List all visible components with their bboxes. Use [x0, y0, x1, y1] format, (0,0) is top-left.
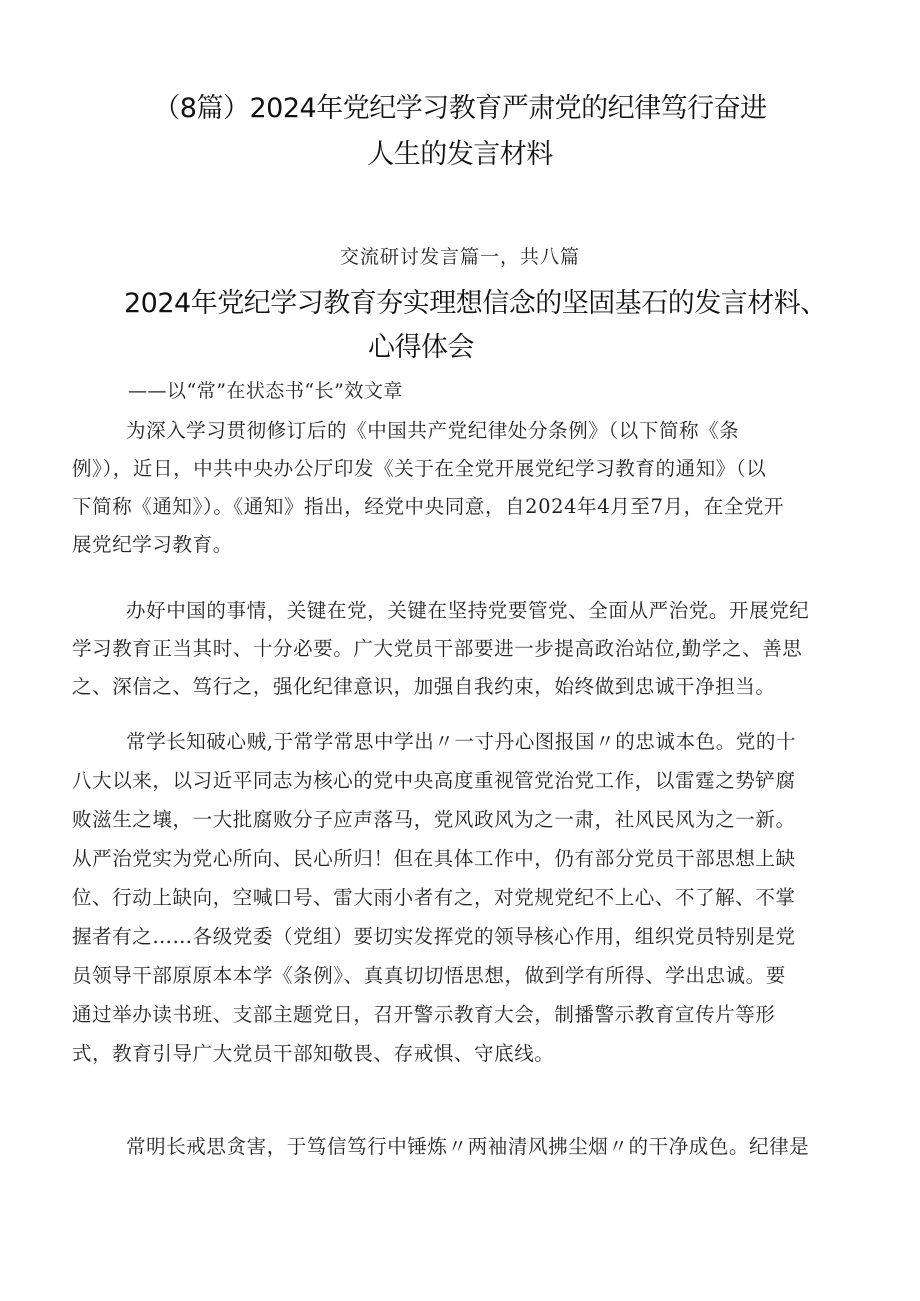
paragraph-line: 从严治党实为党心所向、民心所归！但在具体工作中，仍有部分党员干部思想上缺	[72, 847, 796, 870]
paragraph-line: 员领导干部原原本本学《条例》、真真切切悟思想，做到学有所得、学出忠诚。要	[72, 964, 786, 987]
document-title-line-2: 人生的发言材料	[367, 139, 553, 170]
paragraph-line: 常明长戒思贪害，于笃信笃行中锤炼〃两袖清风拂尘烟〃的干净成色。纪律是	[126, 1135, 810, 1158]
paragraph-line: 办好中国的事情，关键在党，关键在坚持党要管党、全面从严治党。开展党纪	[126, 599, 810, 622]
paragraph-line: 位、行动上缺向，空喊口号、雷大雨小者有之，对党规党纪不上心、不了解、不掌	[72, 886, 796, 909]
paragraph-2	[72, 592, 872, 706]
paragraph-3	[72, 722, 872, 1073]
article-title	[110, 282, 870, 370]
paragraph-1	[72, 412, 872, 564]
article-tagline: ——以“常”在状态书“长”效文章	[128, 380, 403, 402]
paragraph-line: 展党纪学习教育。	[72, 533, 233, 556]
paragraph-line: 为深入学习贯彻修订后的《中国共产党纪律处分条例》（以下简称《条	[126, 419, 740, 442]
paragraph-line: 败滋生之壤，一大批腐败分子应声落马，党风政风为之一肃，社风民风为之一新。	[72, 808, 796, 831]
article-title-line-2: 心得体会	[368, 332, 474, 363]
document-title	[80, 86, 840, 178]
paragraph-4	[72, 1128, 872, 1166]
paragraph-line: 例》），近日，中共中央办公厅印发《关于在全党开展党纪学习教育的通知》（以	[72, 457, 767, 480]
paragraph-line: 常学长知破心贼,于常学常思中学出〃一寸丹心图报国〃的忠诚本色。党的十	[126, 730, 797, 753]
paragraph-line: 握者有之……各级党委（党组）要切实发挥党的领导核心作用，组织党员特别是党	[72, 925, 796, 948]
section-subheading: 交流研讨发言篇一，共八篇	[339, 246, 580, 268]
paragraph-line: 下简称《通知》）。《通知》指出，经党中央同意，自2024年4月至7月，在全党开	[72, 495, 785, 518]
paragraph-line: 式，教育引导广大党员干部知敬畏、存戒惧、守底线。	[72, 1042, 555, 1065]
document-title-line-1: （8篇）2024年党纪学习教育严肃党的纪律笃行奋进	[153, 93, 767, 124]
paragraph-line: 学习教育正当其时、十分必要。广大党员干部要进一步提高政治站位,勤学之、善思	[72, 637, 803, 660]
paragraph-line: 通过举办读书班、支部主题党日，召开警示教育大会，制播警示教育宣传片等形	[72, 1003, 776, 1026]
paragraph-line: 之、深信之、笃行之，强化纪律意识，加强自我约束，始终做到忠诚干净担当。	[72, 675, 776, 698]
paragraph-line: 八大以来，以习近平同志为核心的党中央高度重视管党治党工作，以雷霆之势铲腐	[72, 769, 796, 792]
article-title-line-1: 2024年党纪学习教育夯实理想信念的坚固基石的发言材料、	[124, 288, 827, 319]
